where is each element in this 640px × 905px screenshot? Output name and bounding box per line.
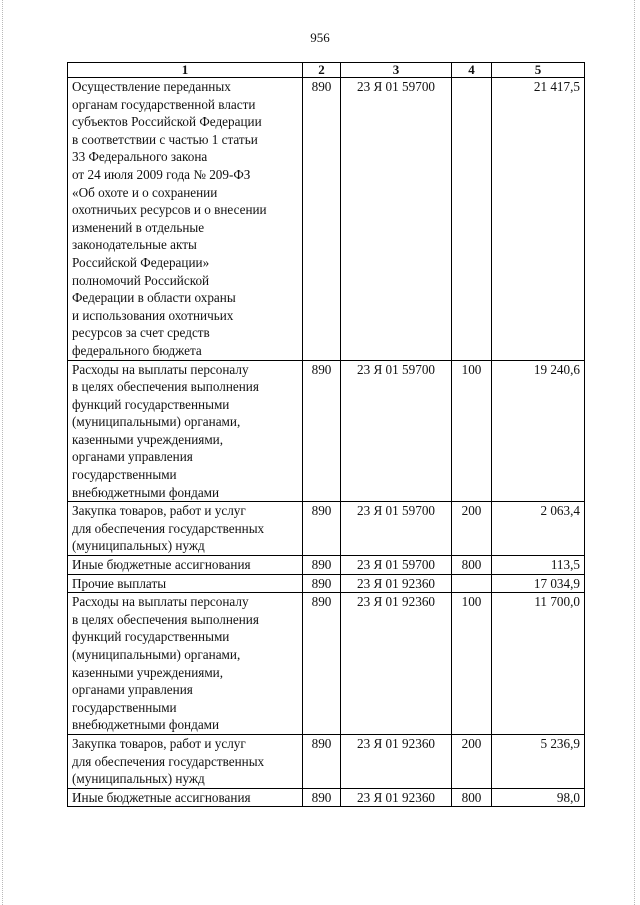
row-name-cell	[68, 78, 303, 361]
table-row	[68, 734, 585, 788]
row-code-cell: 890	[303, 593, 341, 735]
row-name-line: Российской Федерации»	[72, 254, 210, 270]
row-code-cell: 890	[303, 574, 341, 593]
row-name-line: Расходы на выплаты персоналу	[72, 361, 249, 377]
row-code-cell: 890	[303, 502, 341, 556]
row-name-line: внебюджетными фондами	[72, 484, 220, 500]
row-name-cell	[68, 556, 303, 575]
row-name-cell	[68, 788, 303, 807]
row-name-line: в целях обеспечения выполнения	[72, 379, 259, 395]
row-amount-cell: 2 063,4	[492, 502, 585, 556]
row-name-line: Закупка товаров, работ и услуг	[72, 503, 246, 519]
row-article-cell: 23 Я 01 59700	[341, 78, 452, 361]
row-code-cell: 890	[303, 78, 341, 361]
table-row	[68, 556, 585, 575]
budget-table	[67, 62, 585, 807]
page-number: 956	[310, 30, 330, 45]
row-name-cell	[68, 593, 303, 735]
table-body	[68, 78, 585, 807]
table-row	[68, 502, 585, 556]
table-row	[68, 360, 585, 502]
row-amount-cell: 19 240,6	[492, 360, 585, 502]
row-amount-cell: 17 034,9	[492, 574, 585, 593]
row-type-cell: 800	[452, 788, 492, 807]
row-name-line: органами управления	[72, 682, 193, 698]
row-type-cell	[452, 78, 492, 361]
row-name-line: государственными	[72, 699, 177, 715]
table-row	[68, 593, 585, 735]
table-row	[68, 78, 585, 361]
row-type-cell: 200	[452, 502, 492, 556]
row-code-cell: 890	[303, 360, 341, 502]
row-name-line: (муниципальных) нужд	[72, 771, 205, 787]
header-col-4: 4	[452, 63, 492, 78]
row-name-cell	[68, 360, 303, 502]
row-name-line: «Об охоте и о сохранении	[72, 184, 218, 200]
row-type-cell: 800	[452, 556, 492, 575]
row-name-cell	[68, 734, 303, 788]
row-code-cell: 890	[303, 734, 341, 788]
row-name-line: от 24 июля 2009 года № 209-ФЗ	[72, 166, 251, 182]
row-article-cell: 23 Я 01 92360	[341, 593, 452, 735]
row-name-line: изменений в отдельные	[72, 219, 205, 235]
row-name-line: Прочие выплаты	[72, 575, 167, 591]
header-row	[68, 63, 585, 78]
row-name-line: для обеспечения государственных	[72, 753, 265, 769]
row-amount-cell: 21 417,5	[492, 78, 585, 361]
row-name-line: для обеспечения государственных	[72, 520, 265, 536]
row-name-line: Федерации в области охраны	[72, 290, 236, 306]
row-name-line: органами управления	[72, 449, 193, 465]
header-col-1: 1	[68, 63, 303, 78]
row-name-line: в целях обеспечения выполнения	[72, 611, 259, 627]
row-name-line: полномочий Российской	[72, 272, 210, 288]
row-name-line: функций государственными	[72, 629, 230, 645]
row-name-line: казенными учреждениями,	[72, 664, 224, 680]
row-amount-cell: 113,5	[492, 556, 585, 575]
row-name-line: 33 Федерального закона	[72, 149, 208, 165]
row-name-line: функций государственными	[72, 396, 230, 412]
row-name-line: Иные бюджетные ассигнования	[72, 789, 251, 805]
row-code-cell: 890	[303, 788, 341, 807]
row-name-line: органам государственной власти	[72, 96, 256, 112]
row-type-cell	[452, 574, 492, 593]
header-col-2: 2	[303, 63, 341, 78]
table-row	[68, 788, 585, 807]
row-name-line: ресурсов за счет средств	[72, 325, 210, 341]
row-name-line: в соответствии с частью 1 статьи	[72, 131, 258, 147]
row-name-line: Закупка товаров, работ и услуг	[72, 735, 246, 751]
row-type-cell: 100	[452, 593, 492, 735]
row-article-cell: 23 Я 01 59700	[341, 556, 452, 575]
row-article-cell: 23 Я 01 92360	[341, 574, 452, 593]
header-col-3: 3	[341, 63, 452, 78]
row-article-cell: 23 Я 01 59700	[341, 502, 452, 556]
row-name-line: федерального бюджета	[72, 342, 202, 358]
header-col-5: 5	[492, 63, 585, 78]
row-name-line: Осуществление переданных	[72, 79, 231, 94]
row-name-line: субъектов Российской Федерации	[72, 114, 262, 130]
row-name-line: государственными	[72, 467, 177, 483]
row-code-cell: 890	[303, 556, 341, 575]
table-row	[68, 574, 585, 593]
row-amount-cell: 11 700,0	[492, 593, 585, 735]
row-name-line: внебюджетными фондами	[72, 717, 220, 733]
row-name-line: (муниципальными) органами,	[72, 647, 241, 662]
right-scan-edge	[634, 0, 636, 905]
row-name-line: (муниципальных) нужд	[72, 538, 205, 554]
row-name-line: законодательные акты	[72, 237, 197, 253]
row-article-cell: 23 Я 01 59700	[341, 360, 452, 502]
row-name-cell	[68, 502, 303, 556]
row-type-cell: 200	[452, 734, 492, 788]
row-name-line: охотничьих ресурсов и о внесении	[72, 202, 267, 218]
row-type-cell: 100	[452, 360, 492, 502]
left-scan-edge	[2, 0, 4, 905]
row-name-line: и использования охотничьих	[72, 307, 234, 323]
row-name-line: Иные бюджетные ассигнования	[72, 557, 251, 573]
row-name-line: Расходы на выплаты персоналу	[72, 594, 249, 610]
row-name-line: (муниципальными) органами,	[72, 414, 241, 430]
row-article-cell: 23 Я 01 92360	[341, 788, 452, 807]
row-article-cell: 23 Я 01 92360	[341, 734, 452, 788]
row-name-cell	[68, 574, 303, 593]
row-name-line: казенными учреждениями,	[72, 431, 224, 447]
row-amount-cell: 98,0	[492, 788, 585, 807]
row-amount-cell: 5 236,9	[492, 734, 585, 788]
